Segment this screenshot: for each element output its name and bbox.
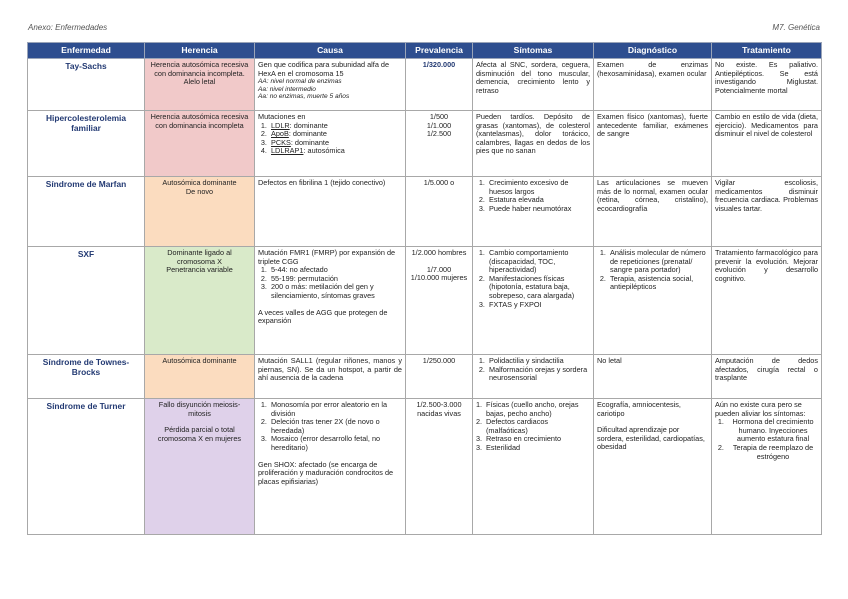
cause-cell	[255, 399, 406, 535]
cause-list	[258, 122, 402, 156]
disease-name: SXF	[28, 247, 145, 355]
cause-cell: Mutación SALL1 (regular riñones, manos y piernas, SN). Se da un hotspot, a partir de ahí ausencia de la cadena	[255, 355, 406, 399]
disease-name: Hipercolesterolemia familiar	[28, 111, 145, 177]
list-item: 2. Deleción tras tener 2X (de novo o heredada)	[269, 418, 402, 435]
col-header-diagnostico: Diagnóstico	[594, 43, 712, 59]
inheritance-text: De novo	[185, 186, 214, 196]
treatment-cell: Tratamiento farmacológico para prevenir la evolución. Mejorar evolución y desarrollo cognitivo.	[712, 247, 822, 355]
diagnosis-list	[597, 249, 708, 292]
prevalence-value: 1/500	[429, 112, 449, 121]
list-item: 3. 200 o más: metilación del gen y silenciamiento, síntomas graves	[269, 283, 402, 300]
diagnosis-cell: Examen físico (xantomas), fuerte antecedente familiar, exámenes de sangre	[594, 111, 712, 177]
list-number: 3.	[476, 434, 483, 444]
disease-name: Síndrome de Townes-Brocks	[28, 355, 145, 399]
gene-desc: : dominante	[290, 137, 330, 147]
inheritance-cell	[145, 59, 255, 111]
table-row	[28, 111, 822, 177]
list-number: 1.	[476, 400, 483, 409]
list-item	[476, 418, 590, 435]
list-item: 3. FXTAS y FXPOI	[487, 301, 590, 310]
list-item: 1. Cambio comportamiento (discapacidad, TOC, hiperactividad)	[487, 249, 590, 275]
symptoms-cell	[473, 177, 594, 247]
list-item: 2. Manifestaciones físicas (hipotonía, estatura baja, sobrepeso, cara alargada)	[487, 275, 590, 301]
inheritance-cell	[145, 177, 255, 247]
cause-cell: Defectos en fibrilina 1 (tejido conectivo)	[255, 177, 406, 247]
symptoms-list	[476, 179, 590, 213]
list-item: 2. Terapia, asistencia social, antiepilépticos	[608, 275, 708, 292]
page-header-left: Anexo: Enfermedades	[28, 23, 108, 32]
col-header-herencia: Herencia	[145, 43, 255, 59]
table-row	[28, 399, 822, 535]
diagnosis-text: Dificultad aprendizaje por sordera, esterilidad, cardiopatías, obesidad	[597, 425, 705, 452]
symptom-text: Defectos cardiacos (malfaóticas)	[486, 417, 549, 435]
prevalence-cell	[406, 247, 473, 355]
list-item: 2. Estatura elevada	[487, 196, 590, 205]
list-item	[476, 401, 590, 418]
list-item: 1. Crecimiento excesivo de huesos largos	[487, 179, 590, 196]
prevalence-value: 1/10.000 mujeres	[410, 273, 468, 283]
diagnosis-cell	[594, 247, 712, 355]
treatment-intro: Aún no existe cura pero se pueden aliviar los síntomas:	[715, 400, 806, 418]
cause-list	[258, 266, 402, 300]
inheritance-text: Penetrancia variable	[166, 265, 233, 275]
inheritance-cell	[145, 399, 255, 535]
list-item: 2. Terapia de reemplazo de estrógeno	[726, 444, 818, 461]
list-item	[269, 147, 402, 156]
diagnosis-cell	[594, 399, 712, 535]
treatment-cell: Cambio en estilo de vida (dieta, ejercicio). Medicamentos para disminuir el nivel de colesterol	[712, 111, 822, 177]
list-number: 2.	[476, 417, 483, 427]
diagnosis-cell: Las articulaciones se mueven más de lo normal, examen ocular (retina, córnea, cristalino), ecocardiografía	[594, 177, 712, 247]
table-row	[28, 59, 822, 111]
diagnosis-cell: Examen de enzimas (hexosaminidasa), examen ocular	[594, 59, 712, 111]
symptoms-cell: Pueden tardíos. Depósito de grasas (xantomas), de colesterol (xantelasmas), dolor torácico, calambres, llagas en dedos de los pies que no sanan	[473, 111, 594, 177]
inheritance-text: Fallo disyunción meiosis-mitosis	[158, 400, 241, 418]
inheritance-cell: Autosómica dominante	[145, 355, 255, 399]
prevalence-cell: 1/2.500-3.000 nacidas vivas	[406, 399, 473, 535]
treatment-cell: Vigilar escoliosis, medicamentos disminuir frecuencia cardiaca. Problemas visuales tartar.	[712, 177, 822, 247]
list-item: 1. 5-44: no afectado	[269, 266, 402, 275]
col-header-causa: Causa	[255, 43, 406, 59]
prevalence-cell: 1/250.000	[406, 355, 473, 399]
gene-desc: : dominante	[289, 120, 328, 130]
list-item: 1. Análisis molecular de número de repeticiones (prenatal/ sangre para portador)	[608, 249, 708, 275]
list-item	[476, 444, 590, 453]
disease-name: Síndrome de Marfan	[28, 177, 145, 247]
list-item: 2. Malformación orejas y sordera neurosensorial	[487, 366, 590, 383]
list-item: 1. Monosomía por error aleatorio en la división	[269, 401, 402, 418]
inheritance-text: Dominante ligado al cromosoma X	[167, 248, 232, 266]
diagnosis-cell: No letal	[594, 355, 712, 399]
inheritance-cell	[145, 247, 255, 355]
cause-cell	[255, 111, 406, 177]
cause-extra: A veces valles de AGG que protegen de expansión	[258, 307, 388, 326]
symptoms-cell	[473, 247, 594, 355]
gene-name: PCKS	[271, 137, 291, 147]
col-header-tratamiento: Tratamiento	[712, 43, 822, 59]
symptom-text: Retraso en crecimiento	[486, 434, 562, 444]
prevalence-value: 1/2.000 hombres	[411, 248, 467, 257]
gene-desc: : autosómica	[303, 146, 345, 156]
list-item: 3. Puede haber neumotórax	[487, 205, 590, 214]
cause-note: Aa: no enzimas, muerte 5 años	[258, 93, 350, 100]
symptoms-list	[476, 357, 590, 383]
cause-note: Aa: nivel intermedio	[258, 85, 316, 93]
treatment-list	[715, 418, 818, 461]
table-row	[28, 355, 822, 399]
cause-text: Gen que codifica para subunidad alfa de HexA en el cromosoma 15	[258, 60, 390, 78]
diseases-table	[27, 42, 822, 535]
symptom-text: Esterilidad	[486, 442, 521, 452]
col-header-enfermedad: Enfermedad	[28, 43, 145, 59]
symptoms-list	[476, 249, 590, 309]
inheritance-text: Herencia autosómica recesiva con dominancia incompleta.	[150, 60, 249, 78]
cause-list	[258, 401, 402, 453]
col-header-sintomas: Síntomas	[473, 43, 594, 59]
gene-name: LDLR	[271, 120, 290, 130]
prevalence-cell	[406, 111, 473, 177]
symptoms-cell: Afecta al SNC, sordera, ceguera, disminución del tono muscular, demencia, crecimiento lento y retraso	[473, 59, 594, 111]
cause-intro: Mutación FMR1 (FMRP) por expansión de triplete CGG	[258, 248, 396, 266]
treatment-cell	[712, 399, 822, 535]
cause-intro: Mutaciones en	[258, 112, 306, 121]
table-row	[28, 247, 822, 355]
list-item: 1. Polidactilia y sindactilia	[487, 357, 590, 366]
prevalence-cell: 1/320.000	[406, 59, 473, 111]
prevalence-value: 1/7.000	[426, 264, 452, 274]
list-item: 1. Hormona del crecimiento humano. Inyecciones aumento estatura final	[726, 418, 818, 444]
treatment-cell: Amputación de dedos afectados, cirugía rectal o trasplante	[712, 355, 822, 399]
prevalence-value: 1/1.000	[426, 120, 452, 130]
table-row	[28, 177, 822, 247]
col-header-prevalencia: Prevalencia	[406, 43, 473, 59]
inheritance-cell: Herencia autosómica recesiva con dominancia incompleta	[145, 111, 255, 177]
disease-name: Tay-Sachs	[28, 59, 145, 111]
page-header-right: M7. Genética	[772, 23, 820, 32]
table-header-row	[28, 43, 822, 59]
cause-cell	[255, 247, 406, 355]
list-item: 3. Mosaico (error desarrollo fetal, no hereditario)	[269, 435, 402, 452]
inheritance-text: Pérdida parcial o total cromosoma X en mujeres	[157, 425, 242, 443]
gene-name: LDLRAP1	[271, 146, 304, 156]
list-item: 2. 55-199: permutación	[269, 275, 402, 284]
symptoms-cell	[473, 399, 594, 535]
prevalence-cell: 1/5.000 o	[406, 177, 473, 247]
cause-cell	[255, 59, 406, 111]
prevalence-value: 1/2.500	[426, 129, 452, 139]
diagnosis-text: Ecografía, amniocentesis, cariotipo	[597, 400, 681, 418]
gene-desc: : dominante	[288, 129, 327, 139]
gene-name: ApoB	[271, 129, 289, 139]
cause-extra: Gen SHOX: afectado (se encarga de proliferación y maduración condrocitos de placas epifisiarias)	[258, 459, 394, 486]
disease-name: Síndrome de Turner	[28, 399, 145, 535]
cause-note: AA: nivel normal de enzimas	[258, 78, 342, 86]
list-number: 3.	[476, 442, 483, 452]
treatment-cell: No existe. Es paliativo. Antiepilépticos. Se está investigando Miglustat. Potencialmente mortal	[712, 59, 822, 111]
inheritance-text: Alelo letal	[183, 77, 216, 87]
symptoms-cell	[473, 355, 594, 399]
symptom-text: Físicas (cuello ancho, orejas bajas, pecho ancho)	[486, 400, 579, 418]
inheritance-text: Autosómica dominante	[162, 178, 237, 187]
